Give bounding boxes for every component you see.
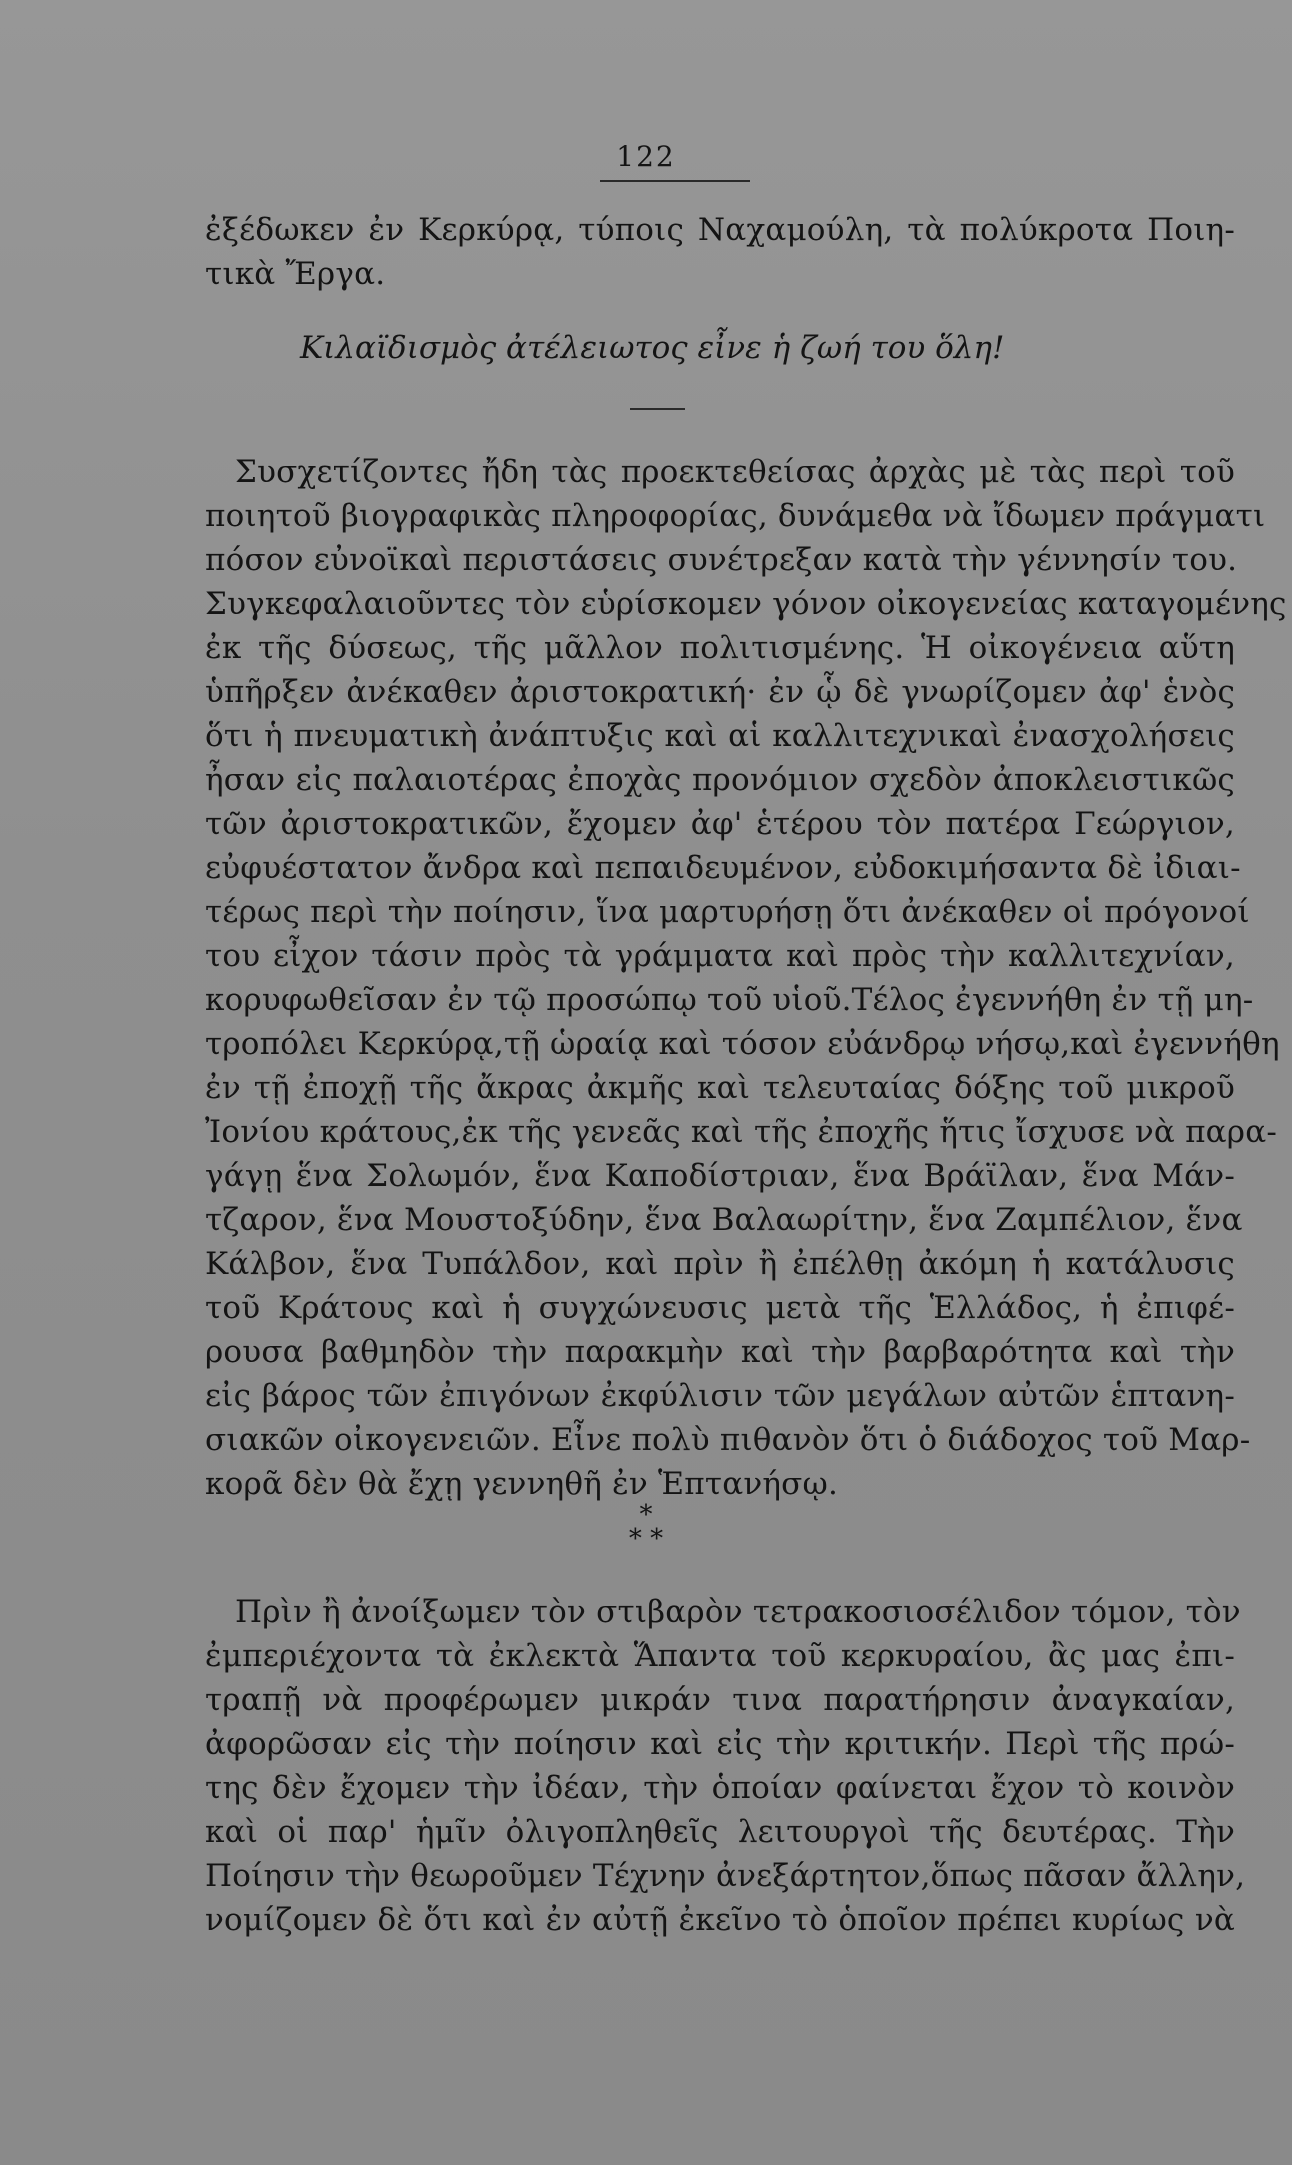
italic-tagline: Κιλαϊδισμὸς ἀτέλειωτος εἶνε ἡ ζωή του ὅλη! [300, 330, 1005, 366]
text-line: τέρως περὶ τὴν ποίησιν, ἵνα μαρτυρήσῃ ὅτι ἀνέκαθεν οἱ πρόγονοί [205, 894, 1250, 930]
text-line: γάγῃ ἕνα Σολωμόν, ἕνα Καποδίστριαν, ἕνα Βράϊλαν, ἕνα Μάν- [205, 1158, 1235, 1194]
text-line: Κάλβον, ἕνα Τυπάλδον, καὶ πρὶν ἢ ἐπέλθῃ ἀκόμη ἡ κατάλυσις [205, 1246, 1235, 1282]
text-line: τικὰ Ἔργα. [205, 256, 386, 292]
text-line: της δὲν ἔχομεν τὴν ἰδέαν, τὴν ὁποίαν φαίνεται ἔχον τὸ κοινὸν [205, 1770, 1235, 1806]
text-line: Ἰονίου κράτους,ἐκ τῆς γενεᾶς καὶ τῆς ἐποχῆς ἥτις ἴσχυσε νὰ παρα- [205, 1114, 1278, 1150]
intro-text [205, 208, 1235, 296]
text-line: ἐξέδωκεν ἐν Κερκύρᾳ, τύποις Ναχαμούλη, τὰ πολύκροτα Ποιη- [205, 212, 1235, 248]
paragraph-2 [205, 1590, 1246, 1942]
text-line: πόσον εὐνοϊκαὶ περιστάσεις συνέτρεξαν κατὰ τὴν γέννησίν του. [205, 542, 1238, 578]
text-line: σιακῶν οἰκογενειῶν. Εἶνε πολὺ πιθανὸν ὅτι ὁ διάδοχος τοῦ Μαρ- [205, 1422, 1251, 1458]
text-line: καὶ οἱ παρ' ἡμῖν ὀλιγοπληθεῖς λειτουργοὶ τῆς δευτέρας. Τὴν [205, 1814, 1235, 1850]
paragraph-1 [205, 450, 1287, 1506]
text-line: εὐφυέστατον ἄνδρα καὶ πεπαιδευμένον, εὐδοκιμήσαντα δὲ ἰδιαι- [205, 850, 1241, 886]
text-line: Συγκεφαλαιοῦντες τὸν εὑρίσκομεν γόνον οἰκογενείας καταγομένης [205, 586, 1287, 622]
text-line: κορυφωθεῖσαν ἐν τῷ προσώπῳ τοῦ υἱοῦ.Τέλος ἐγεννήθη ἐν τῇ μη- [205, 982, 1254, 1018]
section-divider [630, 408, 685, 410]
text-line: ἐν τῇ ἐποχῇ τῆς ἄκρας ἀκμῆς καὶ τελευταίας δόξης τοῦ μικροῦ [205, 1070, 1235, 1106]
text-line: ποιητοῦ βιογραφικὰς πληροφορίας, δυνάμεθα νὰ ἴδωμεν πράγματι [205, 498, 1266, 534]
text-line: τῶν ἀριστοκρατικῶν, ἔχομεν ἀφ' ἑτέρου τὸν πατέρα Γεώργιον, [205, 806, 1235, 842]
text-line: ἀφορῶσαν εἰς τὴν ποίησιν καὶ εἰς τὴν κριτικήν. Περὶ τῆς πρώ- [205, 1726, 1235, 1762]
asterism-separator [0, 1500, 1292, 1554]
header-rule [600, 180, 750, 182]
text-line: ἐμπεριέχοντα τὰ ἐκλεκτὰ Ἅπαντα τοῦ κερκυραίου, ἂς μας ἐπι- [205, 1638, 1235, 1674]
text-line: Ποίησιν τὴν θεωροῦμεν Τέχνην ἀνεξάρτητον,ὅπως πᾶσαν ἄλλην, [205, 1858, 1246, 1894]
text-line: ἐκ τῆς δύσεως, τῆς μᾶλλον πολιτισμένης. Ἡ οἰκογένεια αὕτη [205, 630, 1235, 666]
asterism-top: * [639, 1500, 653, 1530]
text-line: ἦσαν εἰς παλαιοτέρας ἐποχὰς προνόμιον σχεδὸν ἀποκλειστικῶς [205, 762, 1235, 798]
page-number: 122 [616, 140, 676, 173]
text-line: Πρὶν ἢ ἀνοίξωμεν τὸν στιβαρὸν τετρακοσιοσέλιδον τόμον, τὸν [235, 1594, 1241, 1630]
text-line: ὅτι ἡ πνευματικὴ ἀνάπτυξις καὶ αἱ καλλιτεχνικαὶ ἐνασχολήσεις [205, 718, 1235, 754]
text-line: εἰς βάρος τῶν ἐπιγόνων ἐκφύλισιν τῶν μεγάλων αὐτῶν ἑπτανη- [205, 1378, 1235, 1414]
asterism-bottom: * * [628, 1524, 664, 1554]
text-line: του εἶχον τάσιν πρὸς τὰ γράμματα καὶ πρὸς τὴν καλλιτεχνίαν, [205, 938, 1235, 974]
text-line: τζαρον, ἕνα Μουστοξύδην, ἕνα Βαλαωρίτην, ἕνα Ζαμπέλιον, ἕνα [205, 1202, 1243, 1238]
text-line: κορᾶ δὲν θὰ ἔχῃ γεννηθῆ ἐν Ἑπτανήσῳ. [205, 1466, 839, 1502]
text-line: Συσχετίζοντες ἤδη τὰς προεκτεθείσας ἀρχὰς μὲ τὰς περὶ τοῦ [235, 454, 1235, 490]
text-line: ρουσα βαθμηδὸν τὴν παρακμὴν καὶ τὴν βαρβαρότητα καὶ τὴν [205, 1334, 1235, 1370]
text-line: νομίζομεν δὲ ὅτι καὶ ἐν αὐτῇ ἐκεῖνο τὸ ὁποῖον πρέπει κυρίως νὰ [205, 1902, 1235, 1938]
text-line: ὑπῆρξεν ἀνέκαθεν ἀριστοκρατική· ἐν ᾧ δὲ γνωρίζομεν ἀφ' ἑνὸς [205, 674, 1235, 710]
text-line: τραπῇ νὰ προφέρωμεν μικράν τινα παρατήρησιν ἀναγκαίαν, [205, 1682, 1235, 1718]
text-line: τοῦ Κράτους καὶ ἡ συγχώνευσις μετὰ τῆς Ἑλλάδος, ἡ ἐπιφέ- [205, 1290, 1235, 1326]
text-line: τροπόλει Κερκύρᾳ,τῇ ὡραίᾳ καὶ τόσον εὐάνδρῳ νήσῳ,καὶ ἐγεννήθη [205, 1026, 1280, 1062]
